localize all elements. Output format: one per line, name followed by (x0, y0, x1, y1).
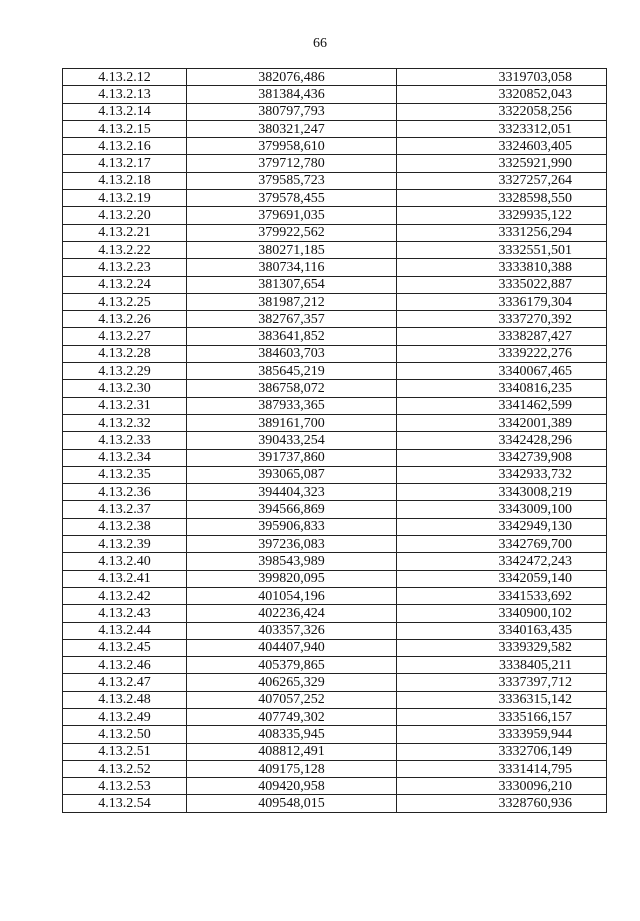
y-coordinate-cell: 3330096,210 (397, 778, 607, 795)
point-number-cell: 4.13.2.15 (63, 120, 187, 137)
x-coordinate-cell: 379578,455 (187, 190, 397, 207)
y-coordinate-cell: 3340163,435 (397, 622, 607, 639)
table-row (63, 172, 607, 189)
y-coordinate-cell: 3323312,051 (397, 120, 607, 137)
y-coordinate-cell: 3325921,990 (397, 155, 607, 172)
y-coordinate-cell: 3322058,256 (397, 103, 607, 120)
x-coordinate-cell: 398543,989 (187, 553, 397, 570)
x-coordinate-cell: 380271,185 (187, 241, 397, 258)
x-coordinate-cell: 403357,326 (187, 622, 397, 639)
y-coordinate-cell: 3342949,130 (397, 518, 607, 535)
y-coordinate-cell: 3338405,211 (397, 657, 607, 674)
table-row (63, 120, 607, 137)
y-coordinate-cell: 3342001,389 (397, 414, 607, 431)
x-coordinate-cell: 391737,860 (187, 449, 397, 466)
point-number-cell: 4.13.2.16 (63, 138, 187, 155)
x-coordinate-cell: 379691,035 (187, 207, 397, 224)
point-number-cell: 4.13.2.52 (63, 760, 187, 777)
y-coordinate-cell: 3342428,296 (397, 432, 607, 449)
x-coordinate-cell: 393065,087 (187, 466, 397, 483)
y-coordinate-cell: 3342472,243 (397, 553, 607, 570)
x-coordinate-cell: 408812,491 (187, 743, 397, 760)
y-coordinate-cell: 3333810,388 (397, 259, 607, 276)
y-coordinate-cell: 3341533,692 (397, 587, 607, 604)
table-row (63, 778, 607, 795)
table-row (63, 570, 607, 587)
table-row (63, 726, 607, 743)
table-row (63, 622, 607, 639)
point-number-cell: 4.13.2.44 (63, 622, 187, 639)
table-row (63, 241, 607, 258)
y-coordinate-cell: 3339329,582 (397, 639, 607, 656)
x-coordinate-cell: 380321,247 (187, 120, 397, 137)
x-coordinate-cell: 382076,486 (187, 69, 397, 86)
y-coordinate-cell: 3342933,732 (397, 466, 607, 483)
x-coordinate-cell: 381987,212 (187, 293, 397, 310)
y-coordinate-cell: 3333959,944 (397, 726, 607, 743)
table-row (63, 795, 607, 812)
table-row (63, 86, 607, 103)
point-number-cell: 4.13.2.14 (63, 103, 187, 120)
table-row (63, 432, 607, 449)
point-number-cell: 4.13.2.34 (63, 449, 187, 466)
y-coordinate-cell: 3337397,712 (397, 674, 607, 691)
y-coordinate-cell: 3342769,700 (397, 536, 607, 553)
table-row (63, 155, 607, 172)
y-coordinate-cell: 3332551,501 (397, 241, 607, 258)
y-coordinate-cell: 3336315,142 (397, 691, 607, 708)
x-coordinate-cell: 405379,865 (187, 657, 397, 674)
table-row (63, 259, 607, 276)
point-number-cell: 4.13.2.41 (63, 570, 187, 587)
y-coordinate-cell: 3339222,276 (397, 345, 607, 362)
point-number-cell: 4.13.2.45 (63, 639, 187, 656)
table-row (63, 224, 607, 241)
table-row (63, 311, 607, 328)
x-coordinate-cell: 401054,196 (187, 587, 397, 604)
x-coordinate-cell: 404407,940 (187, 639, 397, 656)
y-coordinate-cell: 3340816,235 (397, 380, 607, 397)
table-row (63, 553, 607, 570)
x-coordinate-cell: 409548,015 (187, 795, 397, 812)
table-row (63, 449, 607, 466)
x-coordinate-cell: 386758,072 (187, 380, 397, 397)
x-coordinate-cell: 379585,723 (187, 172, 397, 189)
point-number-cell: 4.13.2.24 (63, 276, 187, 293)
x-coordinate-cell: 407749,302 (187, 708, 397, 725)
y-coordinate-cell: 3342739,908 (397, 449, 607, 466)
x-coordinate-cell: 408335,945 (187, 726, 397, 743)
y-coordinate-cell: 3324603,405 (397, 138, 607, 155)
y-coordinate-cell: 3328760,936 (397, 795, 607, 812)
table-row (63, 639, 607, 656)
y-coordinate-cell: 3329935,122 (397, 207, 607, 224)
point-number-cell: 4.13.2.49 (63, 708, 187, 725)
point-number-cell: 4.13.2.36 (63, 484, 187, 501)
table-row (63, 743, 607, 760)
table-row (63, 605, 607, 622)
x-coordinate-cell: 380734,116 (187, 259, 397, 276)
page-number: 66 (313, 36, 327, 51)
point-number-cell: 4.13.2.42 (63, 587, 187, 604)
point-number-cell: 4.13.2.25 (63, 293, 187, 310)
x-coordinate-cell: 390433,254 (187, 432, 397, 449)
point-number-cell: 4.13.2.37 (63, 501, 187, 518)
y-coordinate-cell: 3342059,140 (397, 570, 607, 587)
table-row (63, 708, 607, 725)
x-coordinate-cell: 389161,700 (187, 414, 397, 431)
y-coordinate-cell: 3331256,294 (397, 224, 607, 241)
y-coordinate-cell: 3335166,157 (397, 708, 607, 725)
point-number-cell: 4.13.2.22 (63, 241, 187, 258)
point-number-cell: 4.13.2.27 (63, 328, 187, 345)
x-coordinate-cell: 381307,654 (187, 276, 397, 293)
point-number-cell: 4.13.2.19 (63, 190, 187, 207)
point-number-cell: 4.13.2.18 (63, 172, 187, 189)
table-row (63, 380, 607, 397)
point-number-cell: 4.13.2.51 (63, 743, 187, 760)
x-coordinate-cell: 409175,128 (187, 760, 397, 777)
x-coordinate-cell: 384603,703 (187, 345, 397, 362)
x-coordinate-cell: 399820,095 (187, 570, 397, 587)
x-coordinate-cell: 379922,562 (187, 224, 397, 241)
x-coordinate-cell: 383641,852 (187, 328, 397, 345)
y-coordinate-cell: 3331414,795 (397, 760, 607, 777)
point-number-cell: 4.13.2.48 (63, 691, 187, 708)
table-row (63, 190, 607, 207)
coordinates-table-body (63, 69, 607, 813)
table-row (63, 674, 607, 691)
y-coordinate-cell: 3340067,465 (397, 363, 607, 380)
point-number-cell: 4.13.2.20 (63, 207, 187, 224)
x-coordinate-cell: 382767,357 (187, 311, 397, 328)
table-row (63, 69, 607, 86)
table-row (63, 536, 607, 553)
point-number-cell: 4.13.2.35 (63, 466, 187, 483)
point-number-cell: 4.13.2.30 (63, 380, 187, 397)
point-number-cell: 4.13.2.43 (63, 605, 187, 622)
x-coordinate-cell: 380797,793 (187, 103, 397, 120)
table-row (63, 466, 607, 483)
table-row (63, 276, 607, 293)
x-coordinate-cell: 406265,329 (187, 674, 397, 691)
point-number-cell: 4.13.2.21 (63, 224, 187, 241)
point-number-cell: 4.13.2.38 (63, 518, 187, 535)
point-number-cell: 4.13.2.39 (63, 536, 187, 553)
table-row (63, 414, 607, 431)
point-number-cell: 4.13.2.47 (63, 674, 187, 691)
point-number-cell: 4.13.2.32 (63, 414, 187, 431)
y-coordinate-cell: 3340900,102 (397, 605, 607, 622)
coordinates-table (62, 68, 607, 813)
y-coordinate-cell: 3338287,427 (397, 328, 607, 345)
y-coordinate-cell: 3332706,149 (397, 743, 607, 760)
table-row (63, 345, 607, 362)
table-row (63, 501, 607, 518)
x-coordinate-cell: 409420,958 (187, 778, 397, 795)
x-coordinate-cell: 395906,833 (187, 518, 397, 535)
x-coordinate-cell: 394404,323 (187, 484, 397, 501)
table-row (63, 760, 607, 777)
table-row (63, 328, 607, 345)
x-coordinate-cell: 402236,424 (187, 605, 397, 622)
table-row (63, 207, 607, 224)
point-number-cell: 4.13.2.40 (63, 553, 187, 570)
y-coordinate-cell: 3341462,599 (397, 397, 607, 414)
y-coordinate-cell: 3337270,392 (397, 311, 607, 328)
y-coordinate-cell: 3335022,887 (397, 276, 607, 293)
table-row (63, 293, 607, 310)
point-number-cell: 4.13.2.12 (63, 69, 187, 86)
point-number-cell: 4.13.2.50 (63, 726, 187, 743)
point-number-cell: 4.13.2.31 (63, 397, 187, 414)
point-number-cell: 4.13.2.26 (63, 311, 187, 328)
table-row (63, 363, 607, 380)
y-coordinate-cell: 3343009,100 (397, 501, 607, 518)
table-row (63, 587, 607, 604)
x-coordinate-cell: 379712,780 (187, 155, 397, 172)
table-row (63, 397, 607, 414)
point-number-cell: 4.13.2.23 (63, 259, 187, 276)
table-row (63, 484, 607, 501)
x-coordinate-cell: 387933,365 (187, 397, 397, 414)
point-number-cell: 4.13.2.17 (63, 155, 187, 172)
point-number-cell: 4.13.2.54 (63, 795, 187, 812)
table-row (63, 138, 607, 155)
table-row (63, 518, 607, 535)
y-coordinate-cell: 3319703,058 (397, 69, 607, 86)
x-coordinate-cell: 381384,436 (187, 86, 397, 103)
point-number-cell: 4.13.2.13 (63, 86, 187, 103)
x-coordinate-cell: 394566,869 (187, 501, 397, 518)
table-row (63, 657, 607, 674)
x-coordinate-cell: 407057,252 (187, 691, 397, 708)
point-number-cell: 4.13.2.29 (63, 363, 187, 380)
x-coordinate-cell: 397236,083 (187, 536, 397, 553)
y-coordinate-cell: 3328598,550 (397, 190, 607, 207)
point-number-cell: 4.13.2.28 (63, 345, 187, 362)
y-coordinate-cell: 3336179,304 (397, 293, 607, 310)
point-number-cell: 4.13.2.46 (63, 657, 187, 674)
table-row (63, 103, 607, 120)
point-number-cell: 4.13.2.53 (63, 778, 187, 795)
table-row (63, 691, 607, 708)
point-number-cell: 4.13.2.33 (63, 432, 187, 449)
x-coordinate-cell: 379958,610 (187, 138, 397, 155)
y-coordinate-cell: 3327257,264 (397, 172, 607, 189)
y-coordinate-cell: 3343008,219 (397, 484, 607, 501)
x-coordinate-cell: 385645,219 (187, 363, 397, 380)
y-coordinate-cell: 3320852,043 (397, 86, 607, 103)
